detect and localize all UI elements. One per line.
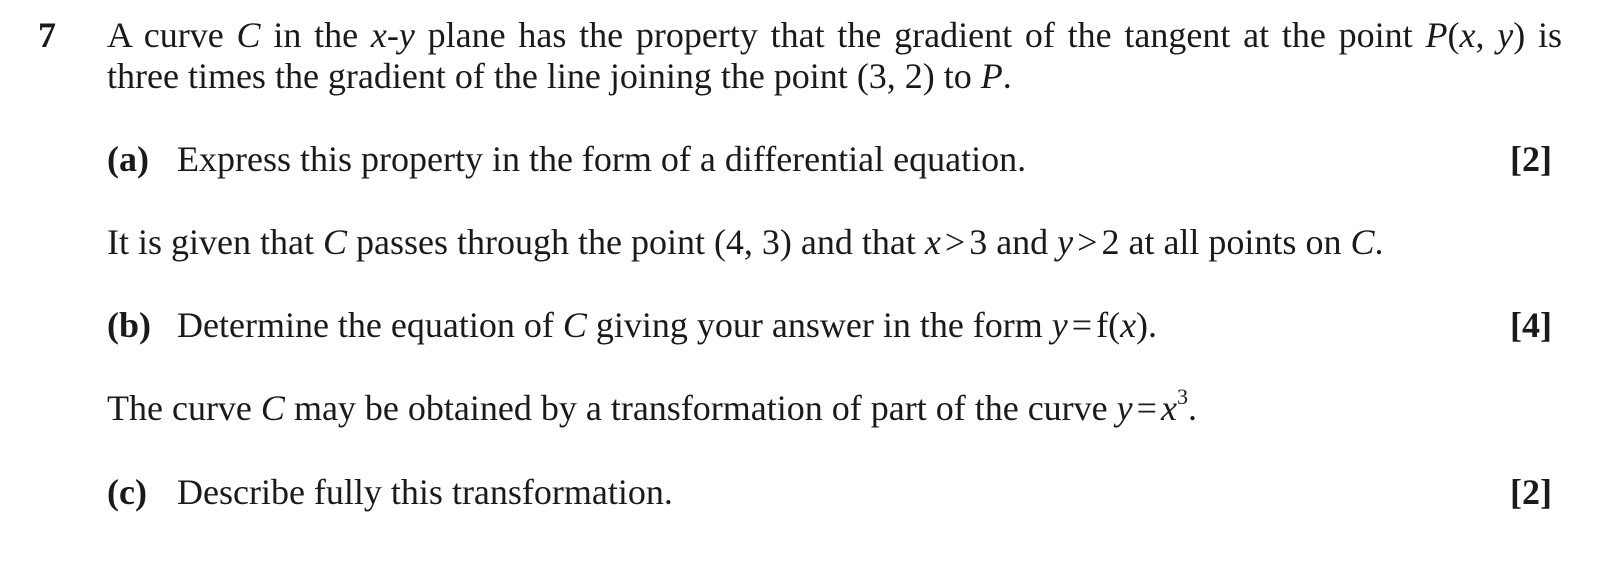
part-a-marks: [2] [1510,139,1552,179]
part-a [107,141,1026,177]
transformation-statement: The curve C may be obtained by a transformation of part of the curve $y = x^3$. [107,384,1197,428]
part-a-text: Express this property in the form of a differential equation. [177,139,1027,179]
part-a-label: (a) [107,139,149,179]
part-c-text: Describe fully this transformation. [177,472,673,512]
part-c-label: (c) [107,472,147,512]
question-intro-line-1: A curve C in the x-y plane has the property that the gradient of the tangent at the point P(x, y) is [107,15,1562,55]
part-b-marks: [4] [1510,305,1552,345]
question-number: 7 [38,15,56,55]
part-c-marks: [2] [1510,472,1552,512]
part-c [107,474,673,510]
part-b: (b) Determine the equation of C giving your answer in the form y = f(x). [107,305,1158,345]
given-condition: It is given that C passes through the point (4, 3) and that x > 3 and y > 2 at all points on C. [107,222,1384,262]
part-b-label: (b) [107,305,151,345]
question-intro-line-2: three times the gradient of the line joining the point (3, 2) to P. [107,56,1012,96]
